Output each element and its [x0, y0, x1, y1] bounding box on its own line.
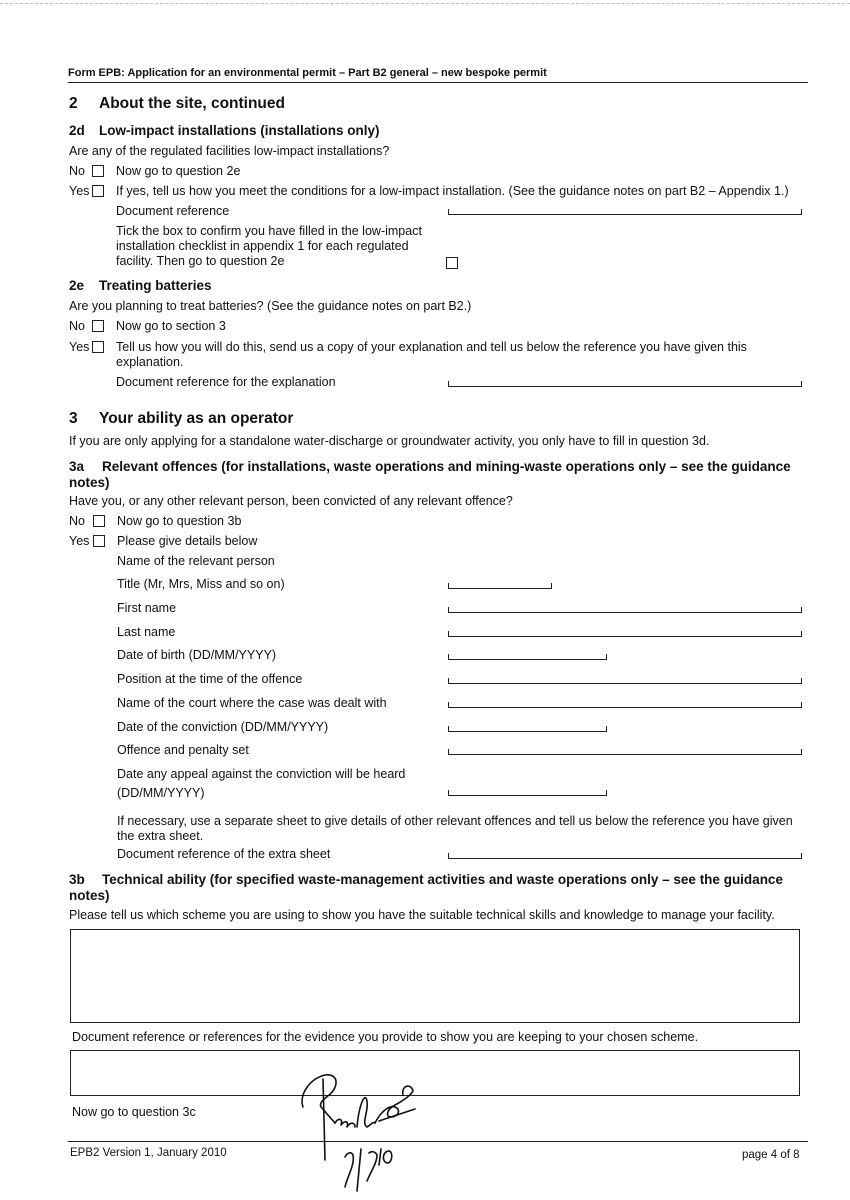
q2e-doc-ref-label: Document reference for the explanation — [116, 375, 336, 389]
q3b-next-instruction: Now go to question 3c — [72, 1105, 196, 1119]
section-2-number: 2 — [69, 95, 78, 112]
q2d-yes-text: If yes, tell us how you meet the conditions for a low-impact installation. (See the guidance notes on part B2 – Appendix 1.) — [116, 184, 789, 198]
footer-version: EPB2 Version 1, January 2010 — [70, 1147, 227, 1159]
q3a-extra-ref-label: Document reference of the extra sheet — [117, 847, 331, 861]
q3a-no-text: Now go to question 3b — [117, 514, 242, 528]
q3a-last-name-label: Last name — [117, 625, 176, 639]
q3a-no-label: No — [69, 514, 85, 528]
q3a-conviction-date-label: Date of the conviction (DD/MM/YYYY) — [117, 720, 329, 734]
q2d-yes-checkbox[interactable] — [92, 185, 104, 197]
section-3-intro: If you are only applying for a standalone water-discharge or groundwater activity, you only have to fill in question 3d. — [69, 434, 710, 448]
q3a-person-label: Name of the relevant person — [117, 554, 275, 568]
q2d-title: Low-impact installations (installations only) — [99, 123, 380, 138]
q2d-question: Are any of the regulated facilities low-impact installations? — [69, 144, 390, 158]
q2e-title: Treating batteries — [99, 278, 212, 293]
q3a-no-checkbox[interactable] — [93, 515, 105, 527]
q3a-conviction-date-field[interactable] — [448, 726, 607, 732]
q2d-no-text: Now go to question 2e — [116, 164, 241, 178]
q3a-court-label: Name of the court where the case was dealt with — [117, 696, 387, 710]
q3a-dob-field[interactable] — [448, 654, 607, 660]
q2e-yes-checkbox[interactable] — [92, 341, 104, 353]
q3b-question: Please tell us which scheme you are using to show you have the suitable technical skills and knowledge to manage your facility. — [69, 908, 775, 922]
q2d-no-label: No — [69, 164, 85, 178]
q2d-confirm-checkbox[interactable] — [446, 257, 458, 269]
q3b-scheme-textarea[interactable] — [70, 929, 800, 1023]
q2e-no-label: No — [69, 319, 85, 333]
q3a-yes-checkbox[interactable] — [93, 535, 105, 547]
q3a-dob-label: Date of birth (DD/MM/YYYY) — [117, 648, 277, 662]
q2e-yes-text: Tell us how you will do this, send us a copy of your explanation and tell us below the reference you have given this explanation. — [116, 340, 747, 369]
q2e-no-checkbox[interactable] — [92, 320, 104, 332]
q2d-doc-ref-field[interactable] — [448, 209, 802, 215]
q2e-no-text: Now go to section 3 — [116, 319, 226, 333]
q2d-no-checkbox[interactable] — [92, 165, 104, 177]
q3a-title: Relevant offences (for installations, waste operations and mining-waste operations only – see the guidance notes) — [69, 459, 791, 490]
q3a-offence-label: Offence and penalty set — [117, 743, 249, 757]
q2e-yes-label: Yes — [69, 340, 90, 354]
q3b-evidence-label: Document reference or references for the evidence you provide to show you are keeping to your chosen scheme. — [72, 1030, 699, 1044]
q3a-first-name-label: First name — [117, 601, 177, 615]
q3a-appeal-label-2: (DD/MM/YYYY) — [117, 786, 205, 800]
footer-rule — [68, 1141, 808, 1142]
q3b-evidence-textarea[interactable] — [70, 1050, 800, 1096]
handwritten-signature — [295, 1065, 425, 1193]
q3a-first-name-field[interactable] — [448, 607, 802, 613]
q3a-appeal-label-1: Date any appeal against the conviction will be heard — [117, 767, 406, 781]
q3a-position-field[interactable] — [448, 678, 802, 684]
q3a-last-name-field[interactable] — [448, 631, 802, 637]
q3a-position-label: Position at the time of the offence — [117, 672, 303, 686]
q3a-yes-label: Yes — [69, 534, 90, 548]
section-2-title: About the site, continued — [99, 95, 285, 112]
q2e-doc-ref-field[interactable] — [448, 381, 802, 387]
q3a-offence-field[interactable] — [448, 749, 802, 755]
q3b-number: 3b — [69, 872, 85, 887]
form-title: Form EPB: Application for an environmental permit – Part B2 general – new bespoke permit — [68, 67, 547, 79]
q3a-title-field[interactable] — [448, 583, 552, 589]
q3b-title: Technical ability (for specified waste-management activities and waste operations only – see the guidance notes) — [69, 872, 783, 903]
q3a-court-field[interactable] — [448, 702, 802, 708]
q3a-extra-text: If necessary, use a separate sheet to give details of other relevant offences and tell us below the reference you have given the extra sheet. — [117, 814, 793, 843]
footer-page-number: page 4 of 8 — [742, 1149, 800, 1161]
q3a-number: 3a — [69, 459, 85, 474]
q2d-doc-ref-label: Document reference — [116, 204, 230, 218]
q3a-title-label: Title (Mr, Mrs, Miss and so on) — [117, 577, 285, 591]
scan-edge-noise — [0, 3, 850, 4]
q2e-number: 2e — [69, 278, 85, 293]
q3a-appeal-field[interactable] — [448, 790, 607, 796]
q2d-yes-label: Yes — [69, 184, 90, 198]
header-rule — [68, 82, 808, 83]
section-3-title: Your ability as an operator — [99, 410, 294, 427]
section-3-number: 3 — [69, 410, 78, 427]
q3a-question: Have you, or any other relevant person, been convicted of any relevant offence? — [69, 494, 513, 508]
q3a-extra-ref-field[interactable] — [448, 853, 802, 859]
q2e-question: Are you planning to treat batteries? (See the guidance notes on part B2.) — [69, 299, 472, 313]
q2d-number: 2d — [69, 123, 85, 138]
q2d-confirm-text: Tick the box to confirm you have filled in the low-impact installation checklist in appendix 1 for each regulated facility. Then go to question 2e — [116, 224, 422, 268]
q3a-yes-text: Please give details below — [117, 534, 258, 548]
